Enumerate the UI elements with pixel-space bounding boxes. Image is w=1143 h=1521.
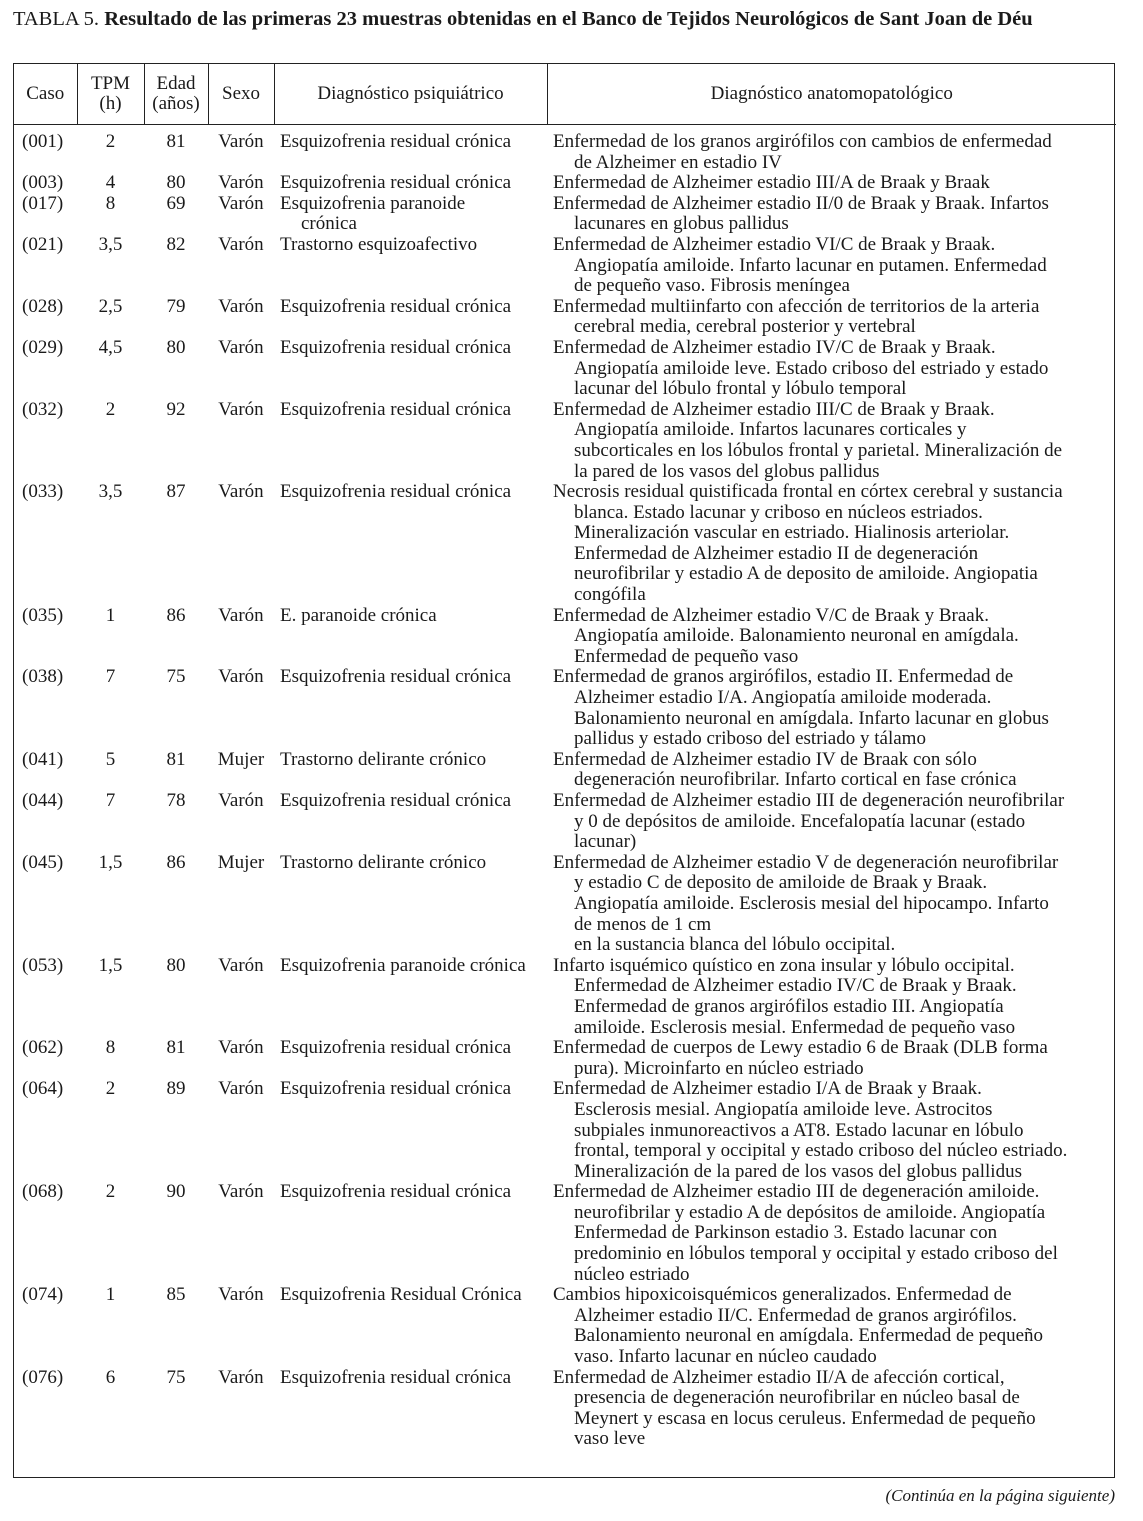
diagnosis-line: E. paranoide crónica bbox=[280, 604, 437, 626]
diagnosis-line: Esquizofrenia residual crónica bbox=[280, 1078, 512, 1100]
table-row bbox=[14, 1038, 1116, 1079]
table-row bbox=[14, 125, 1116, 174]
diagnosis-line: Alzheimer estadio I/A. Angiopatía amiloide moderada. bbox=[574, 687, 992, 709]
case-id-cell: (045) bbox=[22, 851, 64, 873]
table-row bbox=[14, 1285, 1116, 1367]
diagnosis-line: Trastorno esquizoafectivo bbox=[280, 233, 478, 255]
diagnosis-line: neurofibrilar y estadio A de depósitos de amiloide. Angiopatía bbox=[574, 1201, 1046, 1223]
case-id-cell: (003) bbox=[22, 172, 64, 194]
case-id-cell: (035) bbox=[22, 604, 64, 626]
table-row bbox=[14, 338, 1116, 400]
psychiatric-diagnosis-cell bbox=[274, 791, 547, 853]
results-table-container bbox=[13, 63, 1115, 1478]
tpm-cell: 8 bbox=[105, 1037, 116, 1059]
table-row bbox=[14, 194, 1116, 235]
age-cell: 81 bbox=[166, 748, 186, 770]
pathology-diagnosis-cell bbox=[547, 750, 1116, 791]
diagnosis-line: neurofibrilar y estadio A de deposito de amiloide. Angiopatia bbox=[574, 563, 1038, 585]
diagnosis-line: subcorticales en los lóbulos frontal y parietal. Mineralización de bbox=[574, 439, 1063, 461]
header-sexo: Sexo bbox=[208, 64, 274, 125]
tpm-cell: 2 bbox=[105, 131, 116, 152]
diagnosis-line: Meynert y escasa en locus ceruleus. Enfermedad de pequeño bbox=[574, 1407, 1036, 1429]
diagnosis-line: Enfermedad de granos argirófilos estadio III. Angiopatía bbox=[574, 995, 1004, 1017]
pathology-diagnosis-cell bbox=[547, 853, 1116, 956]
case-id-cell: (001) bbox=[22, 131, 64, 152]
diagnosis-line: Esquizofrenia residual crónica bbox=[280, 295, 512, 317]
diagnosis-line: Enfermedad de los granos argirófilos con cambios de enfermedad bbox=[553, 131, 1052, 152]
case-id-cell: (068) bbox=[22, 1181, 64, 1203]
tpm-cell: 1 bbox=[105, 604, 116, 626]
diagnosis-line: Enfermedad de granos argirófilos, estadio II. Enfermedad de bbox=[553, 666, 1014, 688]
pathology-diagnosis-cell bbox=[547, 297, 1116, 338]
pathology-diagnosis-cell bbox=[547, 1038, 1116, 1079]
table-row bbox=[14, 606, 1116, 668]
pathology-diagnosis-cell bbox=[547, 667, 1116, 749]
case-id-cell: (021) bbox=[22, 233, 64, 255]
diagnosis-line: Mineralización vascular en estriado. Hialinosis arteriolar. bbox=[574, 522, 1010, 544]
diagnosis-line: lacunares en globus pallidus bbox=[574, 213, 789, 235]
pathology-diagnosis-cell bbox=[547, 173, 1116, 194]
sex-cell: Varón bbox=[218, 131, 264, 152]
diagnosis-line: Cambios hipoxicoisquémicos generalizados. Enfermedad de bbox=[553, 1284, 1012, 1306]
diagnosis-line: frontal, temporal y occipital y estado criboso del núcleo estriado. bbox=[574, 1140, 1068, 1162]
age-cell: 69 bbox=[166, 192, 186, 214]
sex-cell: Varón bbox=[218, 336, 264, 358]
case-id-cell: (053) bbox=[22, 954, 64, 976]
sex-cell: Varón bbox=[218, 954, 264, 976]
table-row bbox=[14, 1368, 1116, 1450]
age-cell: 82 bbox=[166, 233, 186, 255]
sex-cell: Varón bbox=[218, 1181, 264, 1203]
pathology-diagnosis-cell bbox=[547, 400, 1116, 482]
diagnosis-line: Esquizofrenia paranoide bbox=[280, 192, 466, 214]
tpm-cell: 5 bbox=[105, 748, 116, 770]
table-row bbox=[14, 667, 1116, 749]
diagnosis-line: Esquizofrenia residual crónica bbox=[280, 1366, 512, 1388]
diagnosis-line: Enfermedad de Parkinson estadio 3. Estado lacunar con bbox=[574, 1222, 998, 1244]
diagnosis-line: Esquizofrenia residual crónica bbox=[280, 1181, 512, 1203]
table-row bbox=[14, 297, 1116, 338]
age-cell: 81 bbox=[166, 1037, 186, 1059]
age-cell: 80 bbox=[166, 954, 186, 976]
age-cell: 79 bbox=[166, 295, 186, 317]
age-cell: 86 bbox=[166, 851, 186, 873]
diagnosis-line: de menos de 1 cm bbox=[574, 913, 712, 935]
age-cell: 80 bbox=[166, 336, 186, 358]
diagnosis-line: en la sustancia blanca del lóbulo occipital. bbox=[574, 934, 896, 956]
case-id-cell: (074) bbox=[22, 1284, 64, 1306]
case-id-cell: (033) bbox=[22, 481, 64, 503]
pathology-diagnosis-cell bbox=[547, 125, 1116, 174]
sex-cell: Varón bbox=[218, 790, 264, 811]
sex-cell: Varón bbox=[218, 604, 264, 626]
sex-cell: Varón bbox=[218, 233, 264, 255]
tpm-cell: 6 bbox=[105, 1366, 116, 1388]
psychiatric-diagnosis-cell bbox=[274, 194, 547, 235]
tpm-cell: 3,5 bbox=[98, 481, 123, 503]
sex-cell: Varón bbox=[218, 481, 264, 503]
diagnosis-line: lacunar) bbox=[574, 831, 637, 853]
diagnosis-line: Trastorno delirante crónico bbox=[280, 748, 487, 770]
case-id-cell: (076) bbox=[22, 1366, 64, 1388]
case-id-cell: (044) bbox=[22, 790, 64, 811]
sex-cell: Varón bbox=[218, 295, 264, 317]
diagnosis-line: lacunar del lóbulo frontal y lóbulo temporal bbox=[574, 378, 907, 400]
diagnosis-line: Enfermedad de pequeño vaso bbox=[574, 645, 799, 667]
diagnosis-line: Enfermedad de Alzheimer estadio II de degeneración bbox=[574, 542, 979, 564]
tpm-cell: 8 bbox=[105, 192, 116, 214]
age-cell: 92 bbox=[166, 398, 186, 420]
caption-title: Resultado de las primeras 23 muestras obtenidas en el Banco de Tejidos Neurológicos de Sant Joan de Déu bbox=[104, 8, 1033, 30]
sex-cell: Varón bbox=[218, 398, 264, 420]
case-id-cell: (062) bbox=[22, 1037, 64, 1059]
psychiatric-diagnosis-cell bbox=[274, 125, 547, 174]
psychiatric-diagnosis-cell bbox=[274, 297, 547, 338]
diagnosis-line: pallidus y estado criboso del estriado y tálamo bbox=[574, 728, 926, 750]
table-caption bbox=[13, 8, 1123, 30]
age-cell: 86 bbox=[166, 604, 186, 626]
diagnosis-line: núcleo estriado bbox=[574, 1263, 690, 1285]
diagnosis-line: Esquizofrenia residual crónica bbox=[280, 481, 512, 503]
tpm-cell: 1,5 bbox=[98, 954, 123, 976]
diagnosis-line: Enfermedad de Alzheimer estadio II/A de afección cortical, bbox=[553, 1366, 1005, 1388]
diagnosis-line: Angiopatía amiloide. Infartos lacunares corticales y bbox=[574, 419, 967, 441]
diagnosis-line: Enfermedad de Alzheimer estadio III/C de Braak y Braak. bbox=[553, 398, 995, 420]
tpm-cell: 4,5 bbox=[98, 336, 123, 358]
diagnosis-line: Angiopatía amiloide. Esclerosis mesial del hipocampo. Infarto bbox=[574, 892, 1049, 914]
diagnosis-line: degeneración neurofibrilar. Infarto cortical en fase crónica bbox=[574, 769, 1017, 791]
psychiatric-diagnosis-cell bbox=[274, 956, 547, 1038]
psychiatric-diagnosis-cell bbox=[274, 1368, 547, 1450]
tpm-cell: 1 bbox=[105, 1284, 116, 1306]
tpm-cell: 1,5 bbox=[98, 851, 123, 873]
continuation-note: (Continúa en la página siguiente) bbox=[885, 1486, 1115, 1505]
pathology-diagnosis-cell bbox=[547, 791, 1116, 853]
diagnosis-line: vaso. Infarto lacunar en núcleo caudado bbox=[574, 1346, 877, 1368]
table-row bbox=[14, 750, 1116, 791]
tpm-cell: 7 bbox=[105, 666, 116, 688]
table-header-row bbox=[14, 64, 1116, 125]
header-diagnostico-psiquiatrico: Diagnóstico psiquiátrico bbox=[274, 64, 547, 125]
case-id-cell: (038) bbox=[22, 666, 64, 688]
psychiatric-diagnosis-cell bbox=[274, 853, 547, 956]
diagnosis-line: Enfermedad de Alzheimer estadio III/A de Braak y Braak bbox=[553, 172, 990, 194]
header-tpm: TPM (h) bbox=[77, 64, 144, 125]
age-cell: 75 bbox=[166, 1366, 186, 1388]
pathology-diagnosis-cell bbox=[547, 235, 1116, 297]
case-id-cell: (017) bbox=[22, 192, 64, 214]
diagnosis-line: presencia de degeneración neurofibrilar en núcleo basal de bbox=[574, 1387, 1020, 1409]
psychiatric-diagnosis-cell bbox=[274, 1182, 547, 1285]
psychiatric-diagnosis-cell bbox=[274, 173, 547, 194]
diagnosis-line: Angiopatía amiloide. Infarto lacunar en putamen. Enfermedad bbox=[574, 254, 1047, 276]
age-cell: 78 bbox=[166, 790, 186, 811]
diagnosis-line: Enfermedad de Alzheimer estadio I/A de Braak y Braak. bbox=[553, 1078, 982, 1100]
sex-cell: Mujer bbox=[217, 851, 265, 873]
diagnosis-line: vaso leve bbox=[574, 1428, 646, 1450]
tpm-cell: 2,5 bbox=[98, 295, 123, 317]
pathology-diagnosis-cell bbox=[547, 338, 1116, 400]
diagnosis-line: Necrosis residual quistificada frontal en córtex cerebral y sustancia bbox=[553, 481, 1063, 503]
diagnosis-line: Enfermedad de cuerpos de Lewy estadio 6 de Braak (DLB forma bbox=[553, 1037, 1048, 1059]
diagnosis-line: subpiales inmunoreactivos a AT8. Estado lacunar en lóbulo bbox=[574, 1119, 1024, 1141]
sex-cell: Mujer bbox=[217, 748, 265, 770]
diagnosis-line: y 0 de depósitos de amiloide. Encefalopatía lacunar (estado bbox=[574, 810, 1026, 832]
age-cell: 90 bbox=[166, 1181, 186, 1203]
diagnosis-line: Enfermedad de Alzheimer estadio V de degeneración neurofibrilar bbox=[553, 851, 1059, 873]
diagnosis-line: Trastorno delirante crónico bbox=[280, 851, 487, 873]
diagnosis-line: de Alzheimer en estadio IV bbox=[574, 151, 782, 173]
diagnosis-line: Angiopatía amiloide. Balonamiento neuronal en amígdala. bbox=[574, 625, 1019, 647]
diagnosis-line: Mineralización de la pared de los vasos del globus pallidus bbox=[574, 1160, 1022, 1182]
diagnosis-line: Angiopatía amiloide leve. Estado criboso del estriado y estado bbox=[574, 357, 1049, 379]
diagnosis-line: Alzheimer estadio II/C. Enfermedad de granos argirófilos. bbox=[574, 1304, 1017, 1326]
table-row bbox=[14, 400, 1116, 482]
diagnosis-line: amiloide. Esclerosis mesial. Enfermedad de pequeño vaso bbox=[574, 1016, 1016, 1038]
table-row bbox=[14, 956, 1116, 1038]
sex-cell: Varón bbox=[218, 192, 264, 214]
psychiatric-diagnosis-cell bbox=[274, 1038, 547, 1079]
sex-cell: Varón bbox=[218, 1037, 264, 1059]
diagnosis-line: Enfermedad de Alzheimer estadio V/C de Braak y Braak. bbox=[553, 604, 989, 626]
case-id-cell: (029) bbox=[22, 336, 64, 358]
diagnosis-line: crónica bbox=[301, 213, 357, 235]
caption-label: TABLA 5. bbox=[13, 8, 105, 30]
table-row bbox=[14, 853, 1116, 956]
case-id-cell: (041) bbox=[22, 748, 64, 770]
pathology-diagnosis-cell bbox=[547, 482, 1116, 606]
psychiatric-diagnosis-cell bbox=[274, 1285, 547, 1367]
tpm-cell: 2 bbox=[105, 1078, 116, 1100]
table-row bbox=[14, 235, 1116, 297]
pathology-diagnosis-cell bbox=[547, 1368, 1116, 1450]
tpm-cell: 7 bbox=[105, 790, 116, 811]
diagnosis-line: y estadio C de deposito de amiloide de Braak y Braak. bbox=[574, 872, 988, 894]
diagnosis-line: congófila bbox=[574, 584, 646, 606]
pathology-diagnosis-cell bbox=[547, 194, 1116, 235]
diagnosis-line: Enfermedad de Alzheimer estadio IV/C de Braak y Braak. bbox=[553, 336, 996, 358]
diagnosis-line: Esquizofrenia residual crónica bbox=[280, 131, 512, 152]
results-table bbox=[14, 64, 1116, 1450]
diagnosis-line: Enfermedad multiinfarto con afección de territorios de la arteria bbox=[553, 295, 1040, 317]
diagnosis-line: Esquizofrenia paranoide crónica bbox=[280, 954, 526, 976]
table-row bbox=[14, 1079, 1116, 1182]
diagnosis-line: predominio en lóbulos temporal y occipital y estado criboso del bbox=[574, 1243, 1058, 1265]
diagnosis-line: la pared de los vasos del globus pallidus bbox=[574, 460, 880, 482]
pathology-diagnosis-cell bbox=[547, 1079, 1116, 1182]
case-id-cell: (032) bbox=[22, 398, 64, 420]
pathology-diagnosis-cell bbox=[547, 1285, 1116, 1367]
diagnosis-line: Esquizofrenia residual crónica bbox=[280, 172, 512, 194]
psychiatric-diagnosis-cell bbox=[274, 338, 547, 400]
diagnosis-line: Enfermedad de Alzheimer estadio VI/C de Braak y Braak. bbox=[553, 233, 996, 255]
age-cell: 75 bbox=[166, 666, 186, 688]
psychiatric-diagnosis-cell bbox=[274, 400, 547, 482]
diagnosis-line: Enfermedad de Alzheimer estadio III de degeneración amiloide. bbox=[553, 1181, 1040, 1203]
tpm-cell: 3,5 bbox=[98, 233, 123, 255]
psychiatric-diagnosis-cell bbox=[274, 667, 547, 749]
case-id-cell: (028) bbox=[22, 295, 64, 317]
case-id-cell: (064) bbox=[22, 1078, 64, 1100]
age-cell: 85 bbox=[166, 1284, 186, 1306]
psychiatric-diagnosis-cell bbox=[274, 606, 547, 668]
header-edad: Edad (años) bbox=[144, 64, 208, 125]
table-row bbox=[14, 1182, 1116, 1285]
age-cell: 89 bbox=[166, 1078, 186, 1100]
psychiatric-diagnosis-cell bbox=[274, 1079, 547, 1182]
psychiatric-diagnosis-cell bbox=[274, 750, 547, 791]
pathology-diagnosis-cell bbox=[547, 956, 1116, 1038]
diagnosis-line: Esquizofrenia Residual Crónica bbox=[280, 1284, 522, 1306]
tpm-cell: 2 bbox=[105, 1181, 116, 1203]
sex-cell: Varón bbox=[218, 172, 264, 194]
diagnosis-line: blanca. Estado lacunar y criboso en núcleos estriados. bbox=[574, 501, 983, 523]
diagnosis-line: Balonamiento neuronal en amígdala. Infarto lacunar en globus bbox=[574, 707, 1049, 729]
sex-cell: Varón bbox=[218, 1078, 264, 1100]
table-row bbox=[14, 482, 1116, 606]
age-cell: 80 bbox=[166, 172, 186, 194]
diagnosis-line: Esquizofrenia residual crónica bbox=[280, 398, 512, 420]
header-caso: Caso bbox=[14, 64, 77, 125]
tpm-cell: 2 bbox=[105, 398, 116, 420]
age-cell: 87 bbox=[166, 481, 186, 503]
table-row bbox=[14, 173, 1116, 194]
table-body bbox=[14, 125, 1116, 1451]
diagnosis-line: Esquizofrenia residual crónica bbox=[280, 336, 512, 358]
diagnosis-line: Enfermedad de Alzheimer estadio II/0 de Braak y Braak. Infartos bbox=[553, 192, 1049, 214]
psychiatric-diagnosis-cell bbox=[274, 482, 547, 606]
diagnosis-line: Enfermedad de Alzheimer estadio III de degeneración neurofibrilar bbox=[553, 790, 1065, 811]
age-cell: 81 bbox=[166, 131, 186, 152]
sex-cell: Varón bbox=[218, 666, 264, 688]
diagnosis-line: cerebral media, cerebral posterior y vertebral bbox=[574, 316, 916, 338]
header-diagnostico-anatomopatologico: Diagnóstico anatomopatológico bbox=[547, 64, 1116, 125]
tpm-cell: 4 bbox=[105, 172, 116, 194]
diagnosis-line: Esquizofrenia residual crónica bbox=[280, 790, 512, 811]
pathology-diagnosis-cell bbox=[547, 606, 1116, 668]
table-row bbox=[14, 791, 1116, 853]
pathology-diagnosis-cell bbox=[547, 1182, 1116, 1285]
diagnosis-line: Enfermedad de Alzheimer estadio IV/C de Braak y Braak. bbox=[574, 975, 1017, 997]
diagnosis-line: de pequeño vaso. Fibrosis meníngea bbox=[574, 275, 850, 297]
psychiatric-diagnosis-cell bbox=[274, 235, 547, 297]
diagnosis-line: Enfermedad de Alzheimer estadio IV de Braak con sólo bbox=[553, 748, 977, 770]
sex-cell: Varón bbox=[218, 1366, 264, 1388]
sex-cell: Varón bbox=[218, 1284, 264, 1306]
diagnosis-line: Infarto isquémico quístico en zona insular y lóbulo occipital. bbox=[553, 954, 1015, 976]
diagnosis-line: Esquizofrenia residual crónica bbox=[280, 1037, 512, 1059]
diagnosis-line: Esclerosis mesial. Angiopatía amiloide leve. Astrocitos bbox=[574, 1098, 993, 1120]
diagnosis-line: Esquizofrenia residual crónica bbox=[280, 666, 512, 688]
diagnosis-line: pura). Microinfarto en núcleo estriado bbox=[574, 1057, 864, 1079]
diagnosis-line: Balonamiento neuronal en amígdala. Enfermedad de pequeño bbox=[574, 1325, 1044, 1347]
